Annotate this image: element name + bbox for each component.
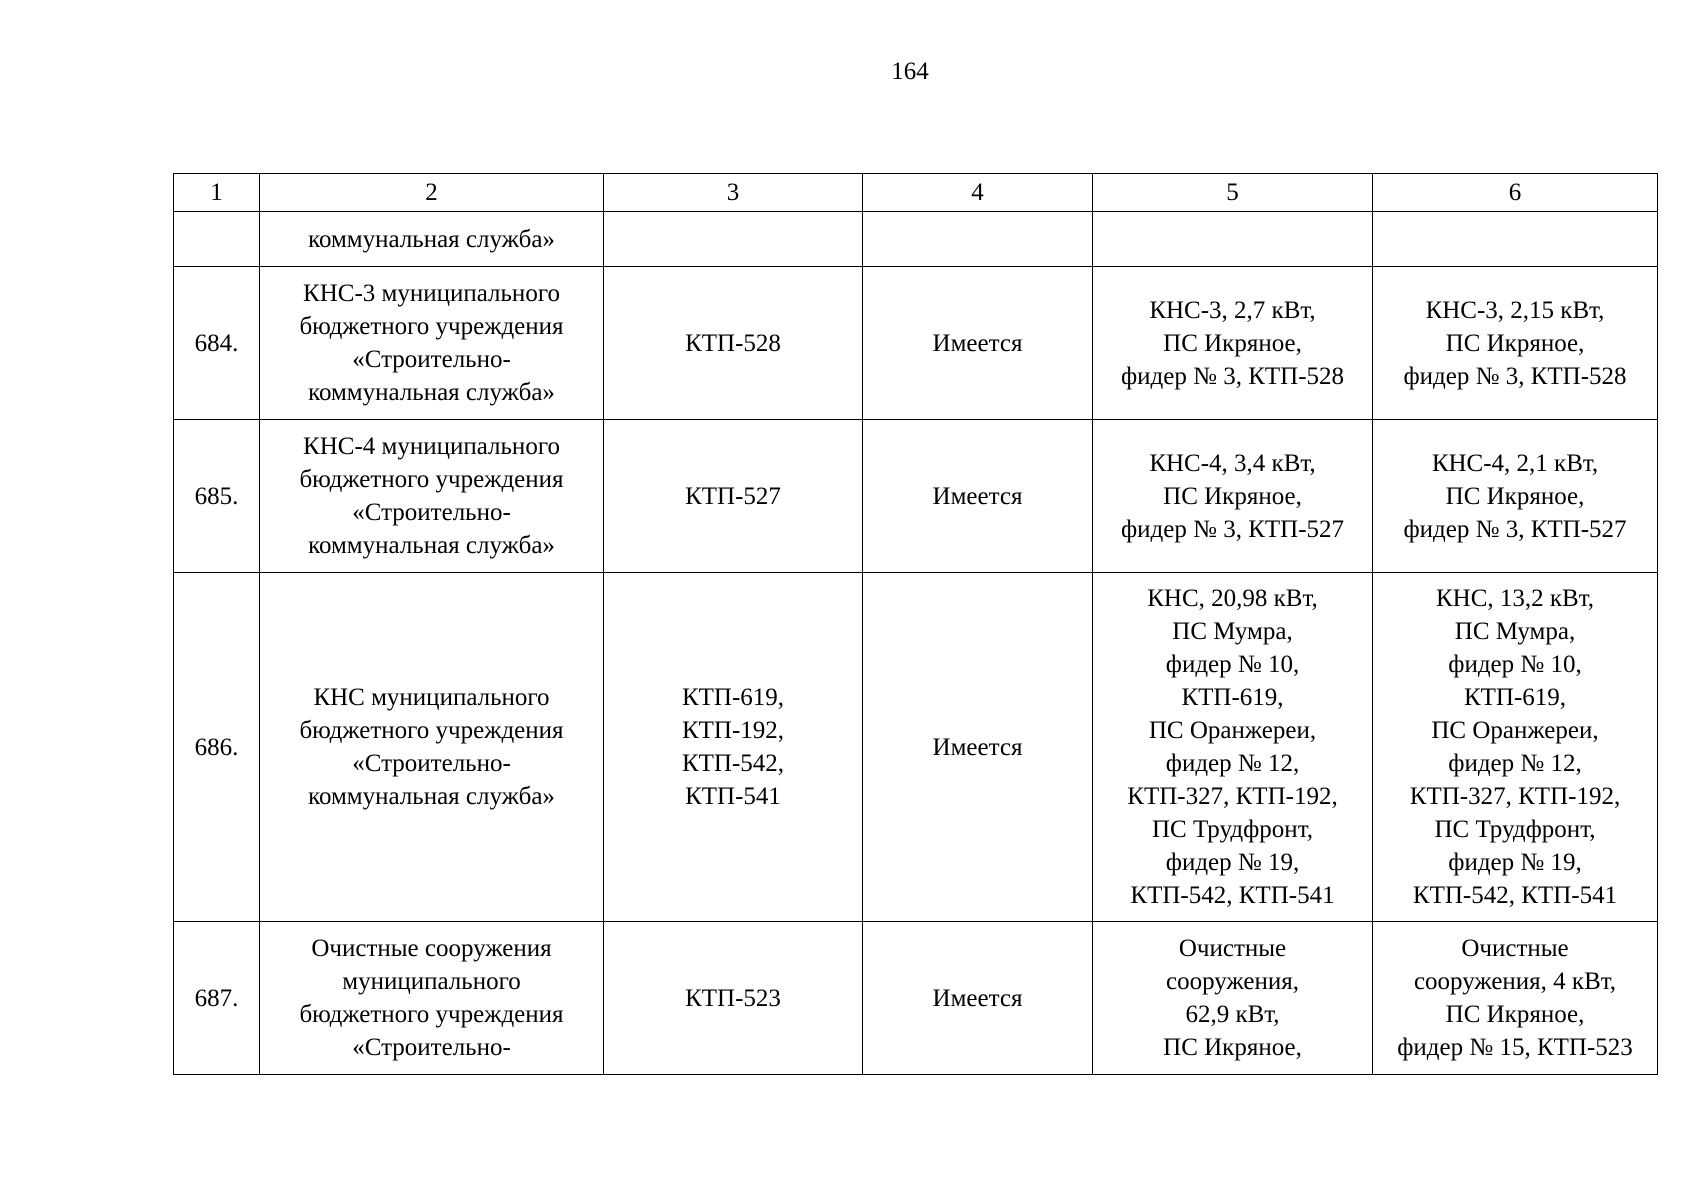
data-table <box>173 173 1658 1075</box>
cell-name: коммунальная служба» <box>260 212 604 267</box>
table-row <box>174 922 1658 1075</box>
cell-ktp <box>604 212 863 267</box>
cell-status: Имеется <box>863 420 1093 573</box>
header-col-1: 1 <box>174 174 260 212</box>
header-col-5: 5 <box>1093 174 1373 212</box>
cell-col5: КНС-4, 3,4 кВт, ПС Икряное, фидер № 3, КТП-527 <box>1093 420 1373 573</box>
cell-col5 <box>1093 212 1373 267</box>
table-row <box>174 573 1658 922</box>
cell-name: КНС муниципального бюджетного учреждения «Строительно- коммунальная служба» <box>260 573 604 922</box>
cell-ktp: КТП-528 <box>604 267 863 420</box>
cell-number: 687. <box>174 922 260 1075</box>
header-col-4: 4 <box>863 174 1093 212</box>
cell-col5: КНС-3, 2,7 кВт, ПС Икряное, фидер № 3, КТП-528 <box>1093 267 1373 420</box>
cell-number <box>174 212 260 267</box>
cell-name: КНС-4 муниципального бюджетного учреждения «Строительно- коммунальная служба» <box>260 420 604 573</box>
cell-col6 <box>1373 212 1658 267</box>
cell-col6: КНС-4, 2,1 кВт, ПС Икряное, фидер № 3, КТП-527 <box>1373 420 1658 573</box>
cell-number: 685. <box>174 420 260 573</box>
cell-col6: Очистные сооружения, 4 кВт, ПС Икряное, фидер № 15, КТП-523 <box>1373 922 1658 1075</box>
cell-col5: Очистные сооружения, 62,9 кВт, ПС Икряное, <box>1093 922 1373 1075</box>
cell-col5: КНС, 20,98 кВт, ПС Мумра, фидер № 10, КТП-619, ПС Оранжереи, фидер № 12, КТП-327, КТП-192, ПС Трудфронт, фидер № 19, КТП-542, КТП-541 <box>1093 573 1373 922</box>
cell-name: Очистные сооружения муниципального бюджетного учреждения «Строительно- <box>260 922 604 1075</box>
cell-number: 686. <box>174 573 260 922</box>
cell-ktp: КТП-527 <box>604 420 863 573</box>
cell-col6: КНС, 13,2 кВт, ПС Мумра, фидер № 10, КТП-619, ПС Оранжереи, фидер № 12, КТП-327, КТП-192, ПС Трудфронт, фидер № 19, КТП-542, КТП-541 <box>1373 573 1658 922</box>
cell-ktp: КТП-523 <box>604 922 863 1075</box>
table-row <box>174 212 1658 267</box>
header-col-6: 6 <box>1373 174 1658 212</box>
cell-status: Имеется <box>863 267 1093 420</box>
cell-status: Имеется <box>863 922 1093 1075</box>
table-header-row <box>174 174 1658 212</box>
cell-col6: КНС-3, 2,15 кВт, ПС Икряное, фидер № 3, КТП-528 <box>1373 267 1658 420</box>
cell-ktp: КТП-619, КТП-192, КТП-542, КТП-541 <box>604 573 863 922</box>
table-row <box>174 420 1658 573</box>
cell-name: КНС-3 муниципального бюджетного учреждения «Строительно- коммунальная служба» <box>260 267 604 420</box>
header-col-3: 3 <box>604 174 863 212</box>
header-col-2: 2 <box>260 174 604 212</box>
cell-number: 684. <box>174 267 260 420</box>
cell-status: Имеется <box>863 573 1093 922</box>
page-number: 164 <box>891 58 929 85</box>
cell-status <box>863 212 1093 267</box>
table-row <box>174 267 1658 420</box>
